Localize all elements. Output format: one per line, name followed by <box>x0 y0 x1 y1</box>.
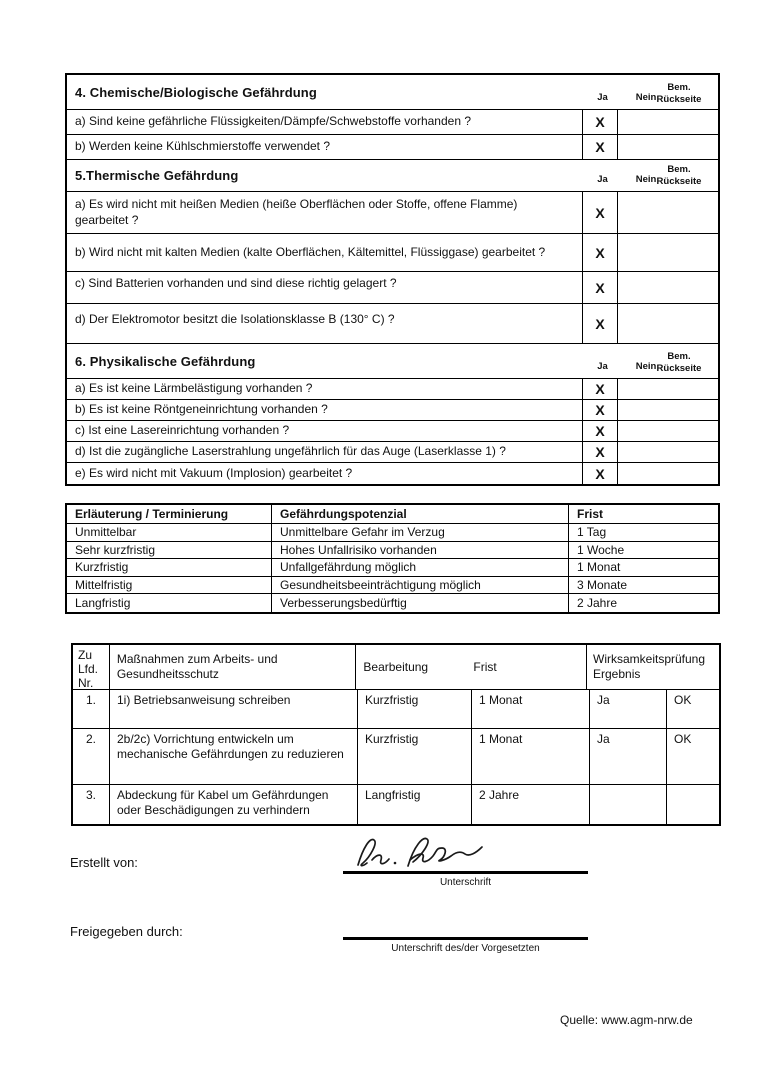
checkbox-nein-bem-empty <box>618 379 718 399</box>
measure-bearbeitung: Kurzfristig <box>358 729 472 784</box>
measure-wirksamkeit: Ja <box>590 690 667 728</box>
legend-row <box>67 559 718 577</box>
approved-by-label: Freigegeben durch: <box>70 924 183 939</box>
measure-frist: 1 Monat <box>472 690 590 728</box>
legend-row <box>67 524 718 542</box>
checkbox-ja-checked: X <box>583 442 618 462</box>
question-text: a) Es wird nicht mit heißen Medien (heiße Oberflächen oder Stoffe, offene Flamme) gearbeitet ? <box>67 192 583 233</box>
measure-bearbeitung: Langfristig <box>358 785 472 824</box>
section-4-header <box>67 75 718 110</box>
column-header-nein: Nein <box>635 173 657 185</box>
legend-cell: Unmittelbare Gefahr im Verzug <box>272 524 569 541</box>
section-6-title: 6. Physikalische Gefährdung <box>75 353 256 369</box>
checkbox-ja-checked: X <box>583 421 618 441</box>
question-row <box>67 192 718 234</box>
column-header-nein: Nein <box>635 91 657 103</box>
created-by-label: Erstellt von: <box>70 855 138 870</box>
measure-description: Abdeckung für Kabel um Gefährdungen oder Beschädigungen zu verhindern <box>110 785 358 824</box>
checkbox-ja-checked: X <box>583 379 618 399</box>
measures-row <box>73 785 719 824</box>
legend-row <box>67 542 718 560</box>
question-text: a) Es ist keine Lärmbelästigung vorhanden ? <box>67 379 583 399</box>
checkbox-nein-bem-empty <box>618 442 718 462</box>
question-row <box>67 400 718 421</box>
question-row <box>67 110 718 135</box>
checkbox-ja-checked: X <box>583 234 618 271</box>
legend-cell: 1 Woche <box>577 542 625 557</box>
legend-header-erlaeuterung: Erläuterung / Terminierung <box>67 505 272 523</box>
legend-table <box>65 503 720 614</box>
question-row <box>67 234 718 272</box>
legend-cell: Sehr kurzfristig <box>67 542 272 559</box>
column-header-ja: Ja <box>597 360 608 372</box>
checkbox-nein-bem-empty <box>618 463 718 484</box>
measures-header-massnahmen: Maßnahmen zum Arbeits- und Gesundheitsschutz <box>110 645 357 689</box>
question-row <box>67 463 718 484</box>
checkbox-nein-bem-empty <box>618 135 718 159</box>
legend-header-gefaehrdungspotenzial: Gefährdungspotenzial <box>272 505 569 523</box>
question-text: d) Der Elektromotor besitzt die Isolationsklasse B (130° C) ? <box>67 304 583 343</box>
signature-image <box>352 833 492 875</box>
column-header-ja: Ja <box>597 91 608 103</box>
measures-header-bearbeitung: Bearbeitung <box>363 660 429 674</box>
checkbox-nein-bem-empty <box>618 304 718 343</box>
question-text: b) Wird nicht mit kalten Medien (kalte Oberflächen, Kältemittel, Flüssiggase) gearbeitet ? <box>67 234 583 271</box>
question-row <box>67 135 718 160</box>
column-header-ja: Ja <box>597 173 608 185</box>
checkbox-nein-bem-empty <box>618 192 718 233</box>
legend-cell: 3 Monate <box>577 577 628 592</box>
checkbox-ja-checked: X <box>583 192 618 233</box>
question-text: d) Ist die zugängliche Laserstrahlung ungefährlich für das Auge (Laserklasse 1) ? <box>67 442 583 462</box>
measure-ergebnis <box>667 785 719 824</box>
measures-row <box>73 729 719 785</box>
legend-cell: Kurzfristig <box>67 559 272 576</box>
legend-header-frist: Frist <box>577 507 604 521</box>
signature-caption: Unterschrift <box>439 877 492 888</box>
question-row <box>67 272 718 304</box>
hazard-checklist-table <box>65 73 720 486</box>
measures-header-row <box>73 645 719 690</box>
measure-wirksamkeit: Ja <box>590 729 667 784</box>
question-row <box>67 379 718 400</box>
measure-number: 1. <box>73 690 110 728</box>
approver-signature-caption: Unterschrift des/der Vorgesetzten <box>391 943 540 954</box>
signature-line <box>343 871 588 874</box>
legend-cell: 2 Jahre <box>577 595 618 610</box>
checkbox-nein-bem-empty <box>618 234 718 271</box>
checkbox-ja-checked: X <box>583 304 618 343</box>
legend-row <box>67 577 718 595</box>
legend-cell: Unfallgefährdung möglich <box>272 559 569 576</box>
column-header-bemerkung: Bem. Rückseite <box>656 351 702 374</box>
measure-description: 1i) Betriebsanweisung schreiben <box>110 690 358 728</box>
checkbox-ja-checked: X <box>583 463 618 484</box>
measure-ergebnis: OK <box>674 693 692 707</box>
measure-ergebnis: OK <box>674 732 692 746</box>
legend-cell: Unmittelbar <box>67 524 272 541</box>
measure-wirksamkeit <box>590 785 667 824</box>
question-row <box>67 304 718 344</box>
column-header-bemerkung: Bem. Rückseite <box>656 82 702 105</box>
measure-frist: 1 Monat <box>472 729 590 784</box>
measures-header-nr: Zu Lfd. Nr. <box>73 645 110 689</box>
measures-header-bearbeitung-frist <box>356 645 587 689</box>
checkbox-nein-bem-empty <box>618 400 718 420</box>
legend-cell: 1 Tag <box>577 525 607 540</box>
checkbox-ja-checked: X <box>583 272 618 303</box>
section-4-title: 4. Chemische/Biologische Gefährdung <box>75 84 317 100</box>
checkbox-ja-checked: X <box>583 110 618 134</box>
question-text: e) Es wird nicht mit Vakuum (Implosion) gearbeitet ? <box>67 463 583 484</box>
question-row <box>67 421 718 442</box>
legend-cell: 1 Monat <box>577 560 621 575</box>
source-note: Quelle: www.agm-nrw.de <box>560 1013 693 1027</box>
question-text: b) Werden keine Kühlschmierstoffe verwendet ? <box>67 135 583 159</box>
legend-row <box>67 594 718 612</box>
measure-number: 2. <box>73 729 110 784</box>
checkbox-nein-bem-empty <box>618 110 718 134</box>
measures-header-wirksamkeitspruefung: Wirksamkeitsprüfung Ergebnis <box>593 652 706 681</box>
column-header-nein: Nein <box>635 360 657 372</box>
measure-description: 2b/2c) Vorrichtung entwickeln um mechanische Gefährdungen zu reduzieren <box>110 729 358 784</box>
legend-cell: Gesundheitsbeeinträchtigung möglich <box>272 577 569 594</box>
legend-cell: Mittelfristig <box>67 577 272 594</box>
checkbox-nein-bem-empty <box>618 421 718 441</box>
measure-bearbeitung: Kurzfristig <box>358 690 472 728</box>
measures-table <box>71 643 721 826</box>
checkbox-nein-bem-empty <box>618 272 718 303</box>
measure-number: 3. <box>73 785 110 824</box>
legend-cell: Langfristig <box>67 594 272 612</box>
measures-row <box>73 690 719 729</box>
approver-signature-line <box>343 937 588 940</box>
measure-frist: 2 Jahre <box>472 785 590 824</box>
question-row <box>67 442 718 463</box>
question-text: b) Es ist keine Röntgeneinrichtung vorhanden ? <box>67 400 583 420</box>
legend-header-row <box>67 505 718 524</box>
legend-cell: Hohes Unfallrisiko vorhanden <box>272 542 569 559</box>
checkbox-ja-checked: X <box>583 400 618 420</box>
question-text: c) Sind Batterien vorhanden und sind diese richtig gelagert ? <box>67 272 583 303</box>
question-text: a) Sind keine gefährliche Flüssigkeiten/Dämpfe/Schwebstoffe vorhanden ? <box>67 110 583 134</box>
question-text: c) Ist eine Lasereinrichtung vorhanden ? <box>67 421 583 441</box>
column-header-bemerkung: Bem. Rückseite <box>656 164 702 187</box>
legend-cell: Verbesserungsbedürftig <box>272 594 569 612</box>
section-6-header <box>67 344 718 379</box>
section-5-header <box>67 160 718 192</box>
section-5-title: 5.Thermische Gefährdung <box>75 168 239 183</box>
measures-header-frist: Frist <box>473 660 497 674</box>
checkbox-ja-checked: X <box>583 135 618 159</box>
